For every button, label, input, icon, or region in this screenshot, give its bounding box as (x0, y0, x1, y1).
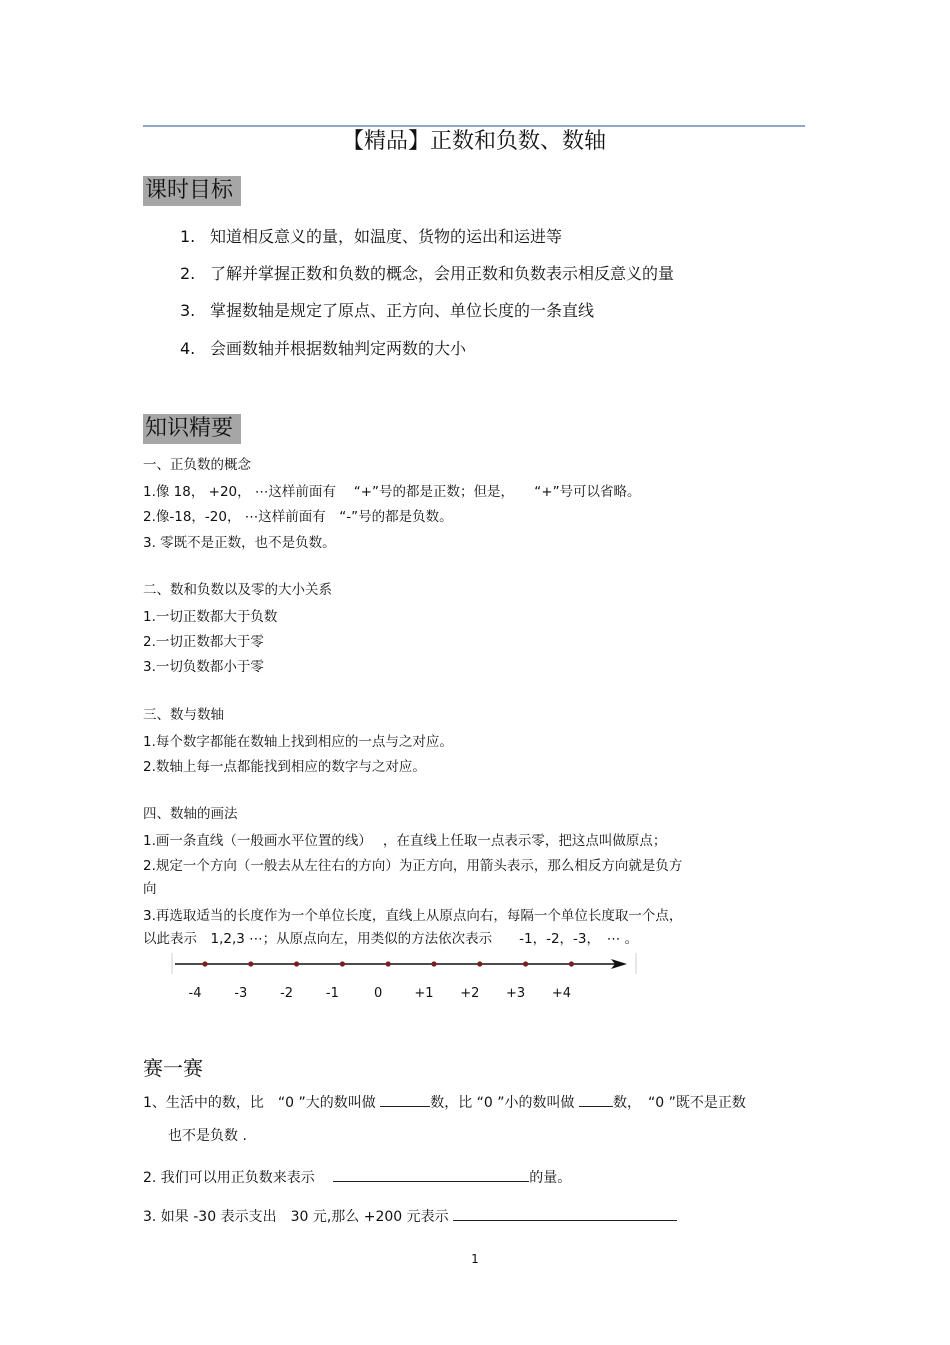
number-line-figure (165, 950, 645, 1010)
section-heading-goals: 课时目标 (143, 176, 241, 206)
answer-blank[interactable] (579, 1090, 613, 1107)
number-line-labels (189, 986, 571, 1001)
section-heading-knowledge: 知识精要 (143, 414, 241, 444)
number-line-label: -3 (234, 986, 248, 1001)
question-3 (143, 1204, 677, 1228)
goal-number: 1. (180, 227, 196, 246)
knowledge-line: 2.规定一个方向（一般去从左往右的方向）为正方向，用箭头表示，那么相反方向就是负方 (143, 858, 683, 874)
subsection-heading: 一、正负数的概念 (143, 457, 251, 473)
subsection-heading: 二、数和负数以及零的大小关系 (143, 582, 332, 598)
goal-number: 4. (180, 339, 196, 358)
number-line-point (340, 961, 345, 966)
document-title: 【精品】正数和负数、数轴 (341, 129, 606, 154)
number-line-label: +4 (551, 986, 571, 1001)
question-1 (143, 1090, 746, 1114)
number-line-label: 0 (374, 986, 383, 1001)
knowledge-line: 2.数轴上每一点都能找到相应的数字与之对应。 (143, 759, 426, 775)
number-line-label: -4 (188, 986, 202, 1001)
goal-text: 知道相反意义的量，如温度、货物的运出和运进等 (210, 227, 563, 246)
number-line-point (294, 961, 299, 966)
question-2 (143, 1165, 571, 1189)
question-1-continued: 也不是负数 . (168, 1128, 247, 1144)
goal-text: 了解并掌握正数和负数的概念，会用正数和负数表示相反意义的量 (210, 264, 675, 283)
answer-blank[interactable] (333, 1165, 529, 1182)
knowledge-line: 向 (143, 881, 157, 897)
number-line-label: -1 (325, 986, 339, 1001)
number-line-point (202, 961, 207, 966)
question-text: 1、生活中的数，比 “0 ”大的数叫做 (143, 1095, 381, 1111)
question-text: 的量。 (529, 1170, 572, 1186)
question-text: 数，比 “0 ”小的数叫做 (430, 1095, 579, 1111)
number-line-point (248, 961, 253, 966)
knowledge-line: 3.再选取适当的长度作为一个单位长度，直线上从原点向右，每隔一个单位长度取一个点， (143, 908, 683, 924)
subsection-heading: 三、数与数轴 (143, 707, 224, 723)
question-text: 3. 如果 -30 表示支出 30 元,那么 +200 元表示 (143, 1209, 454, 1225)
question-text: 数， “0 ”既不是正数 (613, 1095, 746, 1111)
goal-item-3 (180, 299, 594, 323)
question-text: 2. 我们可以用正负数来表示 (143, 1170, 320, 1186)
number-line-label: +3 (506, 986, 526, 1001)
goal-item-2 (180, 262, 674, 286)
number-line-label: +2 (460, 986, 480, 1001)
goal-text: 掌握数轴是规定了原点、正方向、单位长度的一条直线 (210, 301, 595, 320)
knowledge-line: 1.一切正数都大于负数 (143, 609, 278, 625)
goal-item-1 (180, 225, 562, 249)
number-line-point (523, 961, 528, 966)
number-line-label: +1 (414, 986, 434, 1001)
page-number: 1 (471, 1252, 479, 1266)
knowledge-line: 2.一切正数都大于零 (143, 634, 264, 650)
goal-text: 会画数轴并根据数轴判定两数的大小 (210, 339, 467, 358)
subsection-heading: 四、数轴的画法 (143, 806, 238, 822)
goal-number: 3. (180, 301, 196, 320)
knowledge-line: 3.一切负数都小于零 (143, 659, 264, 675)
number-line-point (431, 961, 436, 966)
goal-number: 2. (180, 264, 196, 283)
number-line-label: -2 (280, 986, 294, 1001)
knowledge-line: 1.每个数字都能在数轴上找到相应的一点与之对应。 (143, 734, 453, 750)
knowledge-line: 1.像 18， +20， ⋯这样前面有 “+”号的都是正数；但是， “+”号可以省略。 (143, 484, 641, 500)
section-heading-contest: 赛一赛 (143, 1056, 203, 1080)
number-line-point (477, 961, 482, 966)
number-line-point (569, 961, 574, 966)
knowledge-line: 1.画一条直线（一般画水平位置的线） ，在直线上任取一点表示零，把这点叫做原点； (143, 833, 667, 849)
knowledge-line: 3. 零既不是正数，也不是负数。 (143, 535, 336, 551)
answer-blank[interactable] (453, 1204, 677, 1221)
knowledge-line: 2.像-18，-20， ⋯这样前面有 “-”号的都是负数。 (143, 509, 453, 525)
knowledge-line: 以此表示 1,2,3 ⋯；从原点向左，用类似的方法依次表示 -1，-2，-3， ⋯ 。 (143, 931, 639, 947)
number-line-point (386, 961, 391, 966)
goal-item-4 (180, 337, 466, 361)
answer-blank[interactable] (380, 1090, 430, 1107)
